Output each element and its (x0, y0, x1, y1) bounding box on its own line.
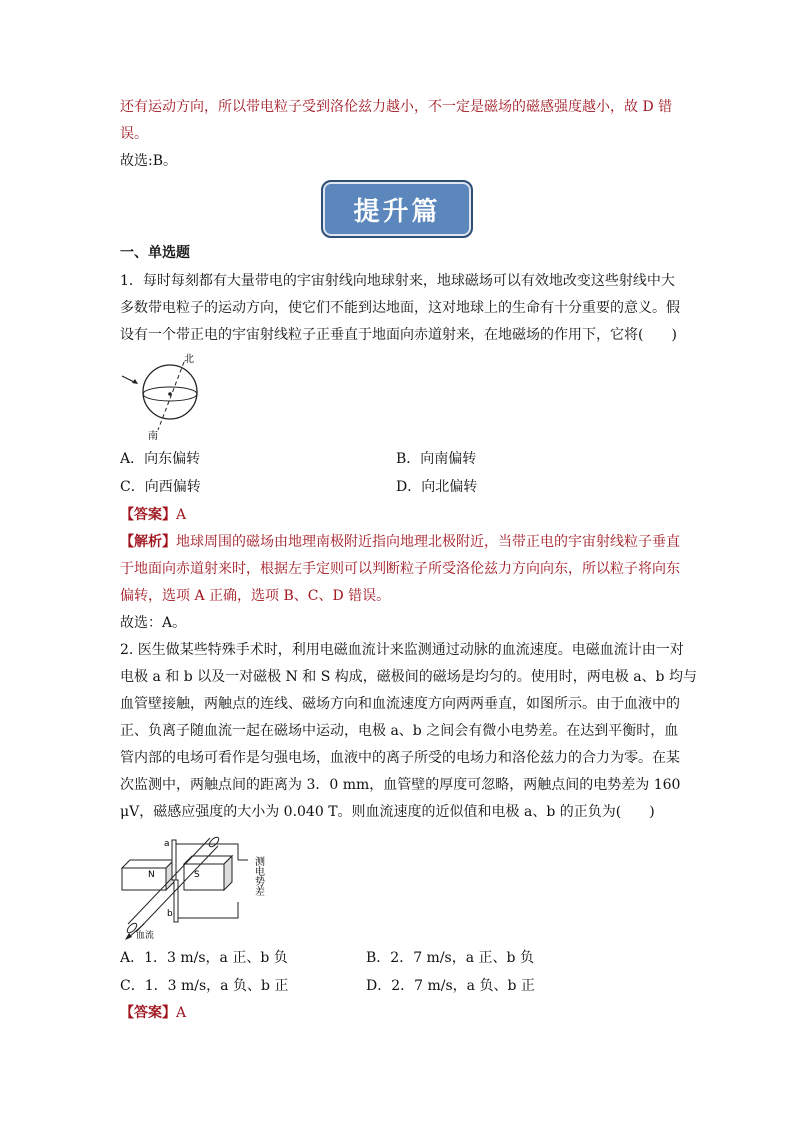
answer-tag: 【答案】 (120, 507, 176, 523)
q1-analysis-line-2: 于地面向赤道射来时，根据左手定则可以判断粒子所受洛伦兹力方向向东，所以粒子将向东 (120, 561, 680, 577)
prev-analysis-line-2: 误。 (120, 126, 148, 142)
q1-line-2: 多数带电粒子的运动方向，使它们不能到达地面，这对地球上的生命有十分重要的意义。假 (120, 300, 680, 316)
q2-line-7: μV，磁感应强度的大小为 0.040 T。则血流速度的近似值和电极 a、b 的正负为( ) (120, 804, 655, 820)
magnet-n-front (122, 868, 166, 890)
q1-choice: 故选：A。 (120, 615, 187, 631)
magnet-s-label: S (194, 870, 200, 880)
section-banner (321, 180, 473, 238)
flowmeter-figure (118, 832, 290, 940)
vessel-end (208, 836, 221, 849)
wire-b (178, 902, 238, 918)
earth-figure (118, 352, 218, 442)
electrode-a-label: a (164, 839, 170, 849)
q1-answer (120, 505, 186, 525)
q1-analysis-line-3: 偏转，选项 A 正确，选项 B、C、D 错误。 (120, 588, 391, 604)
q2-option-c: C．1．3 m/s，a 负、b 正 (120, 978, 289, 994)
q2-line-5: 管内部的电场可看作是匀强电场，血液中的离子所受的电场力和洛伦兹力的合力为零。在某 (120, 750, 680, 766)
q2-line-6: 次监测中，两触点间的距离为 3．0 mm，血管壁的厚度可忽略，两触点间的电势差为 160 (120, 777, 681, 793)
electrode-b-plate (174, 880, 178, 922)
q1-line-3: 设有一个带正电的宇宙射线粒子正垂直于地面向赤道射来，在地磁场的作用下，它将( ) (120, 327, 677, 343)
answer-value: A (176, 507, 187, 523)
q1-option-d: D．向北偏转 (396, 479, 478, 495)
q1-analysis-line-1 (120, 532, 680, 552)
q2-answer (120, 1003, 186, 1023)
q2-line-3: 血管壁接触，两触点的连线、磁场方向和血流速度方向两两垂直，如图所示。由于血液中的 (120, 696, 680, 712)
q2-option-a: A．1．3 m/s，a 正、b 负 (120, 950, 288, 966)
prev-analysis-line-1: 还有运动方向，所以带电粒子受到洛伦兹力越小，不一定是磁场的磁感强度越小，故 D 错 (120, 99, 673, 115)
north-label: 北 (184, 354, 194, 365)
electrode-b-label: b (167, 909, 173, 919)
magnet-n-label: N (148, 870, 155, 880)
q2-option-b: B．2．7 m/s，a 正、b 负 (366, 950, 534, 966)
particle-dot (168, 392, 172, 396)
analysis-text: 地球周围的磁场由地理南极附近指向地理北极附近，当带正电的宇宙射线粒子垂直 (176, 534, 680, 550)
q2-line-1: 2. 医生做某些特殊手术时，利用电磁血流计来监测通过动脉的血流速度。电磁血流计由一对 (120, 642, 684, 658)
q1-line-1: 1．每时每刻都有大量带电的宇宙射线向地球射来，地球磁场可以有效地改变这些射线中大 (120, 273, 675, 289)
answer-value: A (176, 1005, 187, 1021)
magnet-s-front (184, 864, 224, 890)
section-heading: 一、单选题 (120, 245, 190, 261)
south-label: 南 (148, 431, 158, 442)
q2-option-d: D．2．7 m/s，a 负、b 正 (366, 978, 535, 994)
answer-tag: 【答案】 (120, 1005, 176, 1021)
q2-line-4: 正、负离子随血流一起在磁场中运动，电极 a、b 之间会有微小电势差。在达到平衡时，血 (120, 723, 679, 739)
banner-title: 提升篇 (353, 196, 441, 227)
earth-axis (158, 362, 184, 430)
q1-option-b: B．向南偏转 (396, 451, 477, 467)
q1-option-a: A．向东偏转 (120, 451, 201, 467)
flow-arrowhead (125, 933, 132, 940)
earth-globe (143, 365, 197, 419)
magnet-n-top (122, 860, 174, 868)
prev-choice: 故选:B。 (120, 153, 178, 169)
analysis-tag: 【解析】 (120, 534, 176, 550)
q1-option-c: C．向西偏转 (120, 479, 201, 495)
q2-line-2: 电极 a 和 b 以及一对磁极 N 和 S 构成，磁极间的磁场是均匀的。使用时，两电极 a、b 均与 (120, 669, 697, 685)
side-label: 测电势差 (252, 856, 264, 896)
flow-label: 血流 (136, 931, 155, 940)
